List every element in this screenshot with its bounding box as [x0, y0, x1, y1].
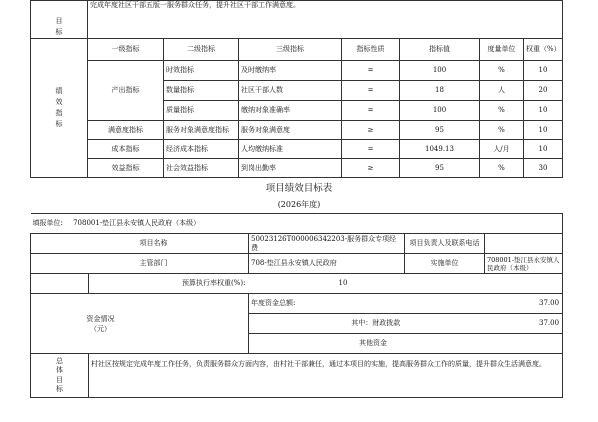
project-name-value: 50023126T000006342203-服务群众专项经费: [249, 234, 405, 254]
project-performance-table: [30, 213, 563, 398]
row-value: 100: [400, 101, 480, 121]
document-title: 项目绩效目标表: [265, 183, 333, 194]
row-nature: =: [342, 81, 400, 101]
project-contact-value: [485, 234, 563, 254]
table-row: [31, 140, 563, 159]
row-unit: %: [480, 121, 524, 140]
row-l3: 到岗出勤率: [239, 159, 342, 178]
row-value: 95: [400, 121, 480, 140]
dept-value: 708-垫江县永安镇人民政府: [249, 254, 405, 274]
row-l2: 服务对象满意度指标: [164, 121, 239, 140]
row-l3: 及时缴纳率: [239, 61, 342, 81]
header-weight: 权重（%）: [524, 39, 563, 61]
overall-goal-text: 村社区按规定完成年度工作任务，负责服务群众方面内容，由村社干部兼任，通过本项目的实施，提高服务群众工作的质量，提升群众生活满意度。: [89, 354, 563, 398]
row-value: 18: [400, 81, 480, 101]
row-l2: 经济成本指标: [164, 140, 239, 159]
row-l2: 质量指标: [164, 101, 239, 121]
row-unit: %: [480, 159, 524, 178]
row-weight: 10: [524, 121, 563, 140]
row-weight: 20: [524, 81, 563, 101]
row-l2: 数量指标: [164, 81, 239, 101]
header-nature: 指标性质: [342, 39, 400, 61]
row-l2: 时效指标: [164, 61, 239, 81]
fiscal-value: 37.00: [485, 314, 563, 334]
funds-label: 资金情况 （元）: [31, 294, 249, 354]
header-value: 指标值: [400, 39, 480, 61]
other-funds-label: 其他资金: [249, 334, 485, 354]
project-contact-label: 项目负责人及联系电话: [405, 234, 485, 254]
row-l3: 服务对象满意度: [239, 121, 342, 140]
indicator-side-label: 绩 效 指 标: [31, 39, 88, 178]
row-value: 1049.13: [400, 140, 480, 159]
row-l1: 效益指标: [88, 159, 164, 178]
annual-total-value: 37.00: [485, 294, 563, 314]
row-unit: %: [480, 101, 524, 121]
fill-unit-value: 708001-垫江县永安镇人民政府（本级）: [73, 219, 201, 227]
goal-text-fragment: 完成年度社区干部五版一服务群众任务，提升社区干部工作满意度。: [88, 1, 563, 39]
row-weight: 30: [524, 159, 563, 178]
budget-weight-value: 10: [249, 274, 563, 294]
table-row: [31, 159, 563, 178]
goal-label-fragment: 目 标: [31, 1, 88, 39]
row-nature: =: [342, 61, 400, 81]
row-unit: %: [480, 61, 524, 81]
row-nature: =: [342, 101, 400, 121]
row-nature: ≥: [342, 121, 400, 140]
annual-total-label: 年度资金总额:: [249, 294, 485, 314]
fiscal-label: 其中：财政拨款: [249, 314, 485, 334]
row-unit: 人/月: [480, 140, 524, 159]
budget-weight-blank: [31, 274, 89, 294]
row-nature: ≥: [342, 159, 400, 178]
fill-unit-label: 填报单位:: [32, 219, 63, 227]
row-l3: 缴纳对象准确率: [239, 101, 342, 121]
row-l1-output: 产出指标: [88, 61, 164, 121]
impl-value: 708001-垫江县永安镇人民政府（本级）: [485, 254, 563, 274]
dept-label: 主管部门: [31, 254, 249, 274]
project-name-label: 项目名称: [31, 234, 249, 254]
table-row: [31, 61, 563, 81]
header-level1: 一级指标: [88, 39, 164, 61]
row-weight: 10: [524, 101, 563, 121]
overall-goal-label: 总 体 目 标: [31, 354, 89, 398]
row-l3: 社区干部人数: [239, 81, 342, 101]
row-nature: =: [342, 140, 400, 159]
row-unit: 人: [480, 81, 524, 101]
fill-unit-row: [31, 214, 563, 234]
table-row: [31, 121, 563, 140]
row-weight: 10: [524, 61, 563, 81]
row-value: 95: [400, 159, 480, 178]
row-l1: 满意度指标: [88, 121, 164, 140]
row-l1: 成本指标: [88, 140, 164, 159]
row-l3: 人均缴纳标准: [239, 140, 342, 159]
row-value: 100: [400, 61, 480, 81]
performance-indicator-table: [30, 0, 563, 178]
other-funds-value: [485, 334, 563, 354]
header-level3: 三级指标: [239, 39, 342, 61]
row-l2: 社会效益指标: [164, 159, 239, 178]
header-unit: 度量单位: [480, 39, 524, 61]
document-year: (2026年度): [277, 200, 321, 209]
budget-weight-label: 预算执行率权重(%):: [89, 274, 249, 294]
header-level2: 二级指标: [164, 39, 239, 61]
row-weight: 10: [524, 140, 563, 159]
impl-label: 实施单位: [405, 254, 485, 274]
